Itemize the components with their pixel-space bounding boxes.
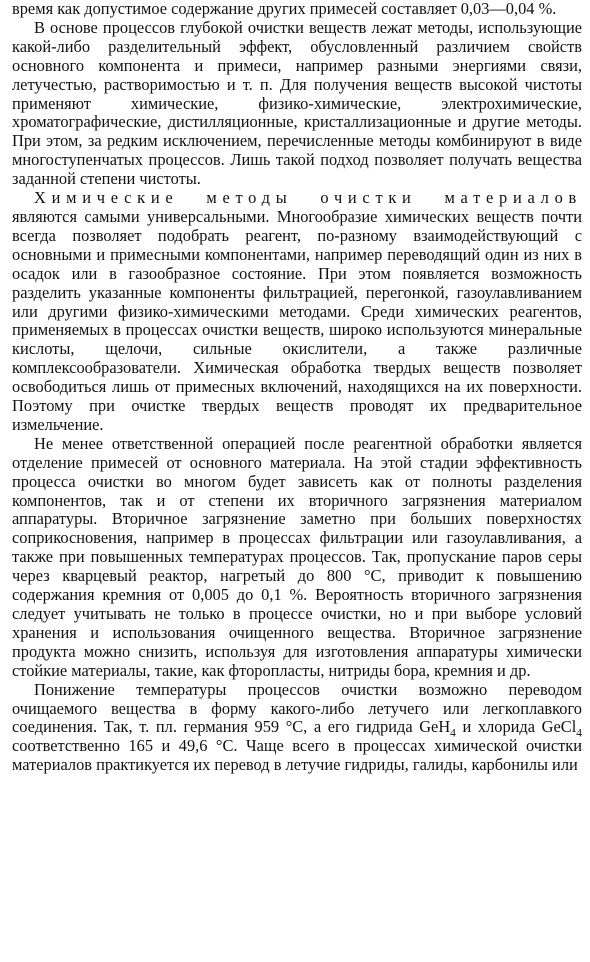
chemical-methods-heading: Химические методы очистки материалов xyxy=(34,188,582,208)
paragraph-continued: время как допустимое содержание других примесей составляет 0,03—0,04 %. xyxy=(12,0,557,18)
paragraph-chemical-methods xyxy=(12,189,582,435)
chemical-methods-text: являются самыми универсальными. Многообразие химических веществ почти всегда позволяет подобрать реагент, по-разному взаимодействующий с основными и примесными компонентами, например переводящий один из них в осадок или в газообразное состояние. При этом появляется возможность разделить указанные компоненты фильтрацией, перегонкой, газоулавливанием или другими физико-химическими методами. Среди химических реагентов, применяемых в процессах очистки веществ, широко используются минеральные кислоты, щелочи, сильные окислители, а также различные комплексообразователи. Химическая обработка твердых веществ позволяет освободиться лишь от примесных включений, находящихся на их поверхности. Поэтому при очистке твердых веществ проводят их предварительное измельчение. xyxy=(12,206,582,434)
paragraph-temperature-lowering xyxy=(12,681,582,776)
document-page xyxy=(12,0,582,775)
temperature-text-c: соответственно 165 и 49,6 °С. Чаще всего в процессах химической очистки материалов практикуется их перевод в летучие гидриды, галиды, карбонилы или xyxy=(12,736,582,775)
paragraph-purification-methods: В основе процессов глубокой очистки веществ лежат методы, использующие какой-либо разделительный эффект, обусловленный различием свойств основного компонента и примеси, например разными энергиями связи, летучестью, растворимостью и т. п. Для получения веществ высокой чистоты применяют химические, физико-химические, электрохимические, хроматографические, дистилляционные, кристаллизационные и другие методы. При этом, за редким исключением, перечисленные методы комбинируют в виде многоступенчатых процессов. Лишь такой подход позволяет получать вещества заданной степени чистоты. xyxy=(12,17,582,189)
subscript-geh: 4 xyxy=(450,727,456,740)
temperature-text-b: и хлорида GeCl xyxy=(455,717,577,737)
subscript-gecl: 4 xyxy=(576,727,582,740)
temperature-text-a: Понижение температуры процессов очистки возможно переводом очищаемого вещества в форму какого-либо летучего или легкоплавкого соединения. Так, т. пл. германия 959 °С, а его гидрида GeH xyxy=(12,679,582,737)
paragraph-secondary-contamination: Не менее ответственной операцией после реагентной обработки является отделение примесей от основного материала. На этой стадии эффективность процесса очистки во многом будет зависеть как от полноты разделения компонентов, так и от степени их вторичного загрязнения материалом аппаратуры. Вторичное загрязнение заметно при больших поверхностях соприкосновения, например в процессах фильтрации или газоулавливания, а также при повышенных температурах процессов. Так, пропускание паров серы через кварцевый реактор, нагретый до 800 °С, приводит к повышению содержания кремния от 0,005 до 0,1 %. Вероятность вторичного загрязнения следует учитывать не только в процессе очистки, но и при выборе условий хранения и использования очищенного вещества. Вторичное загрязнение продукта можно снизить, используя для изготовления аппаратуры химически стойкие материалы, такие, как фторопласты, нитриды бора, кремния и др. xyxy=(12,433,582,680)
